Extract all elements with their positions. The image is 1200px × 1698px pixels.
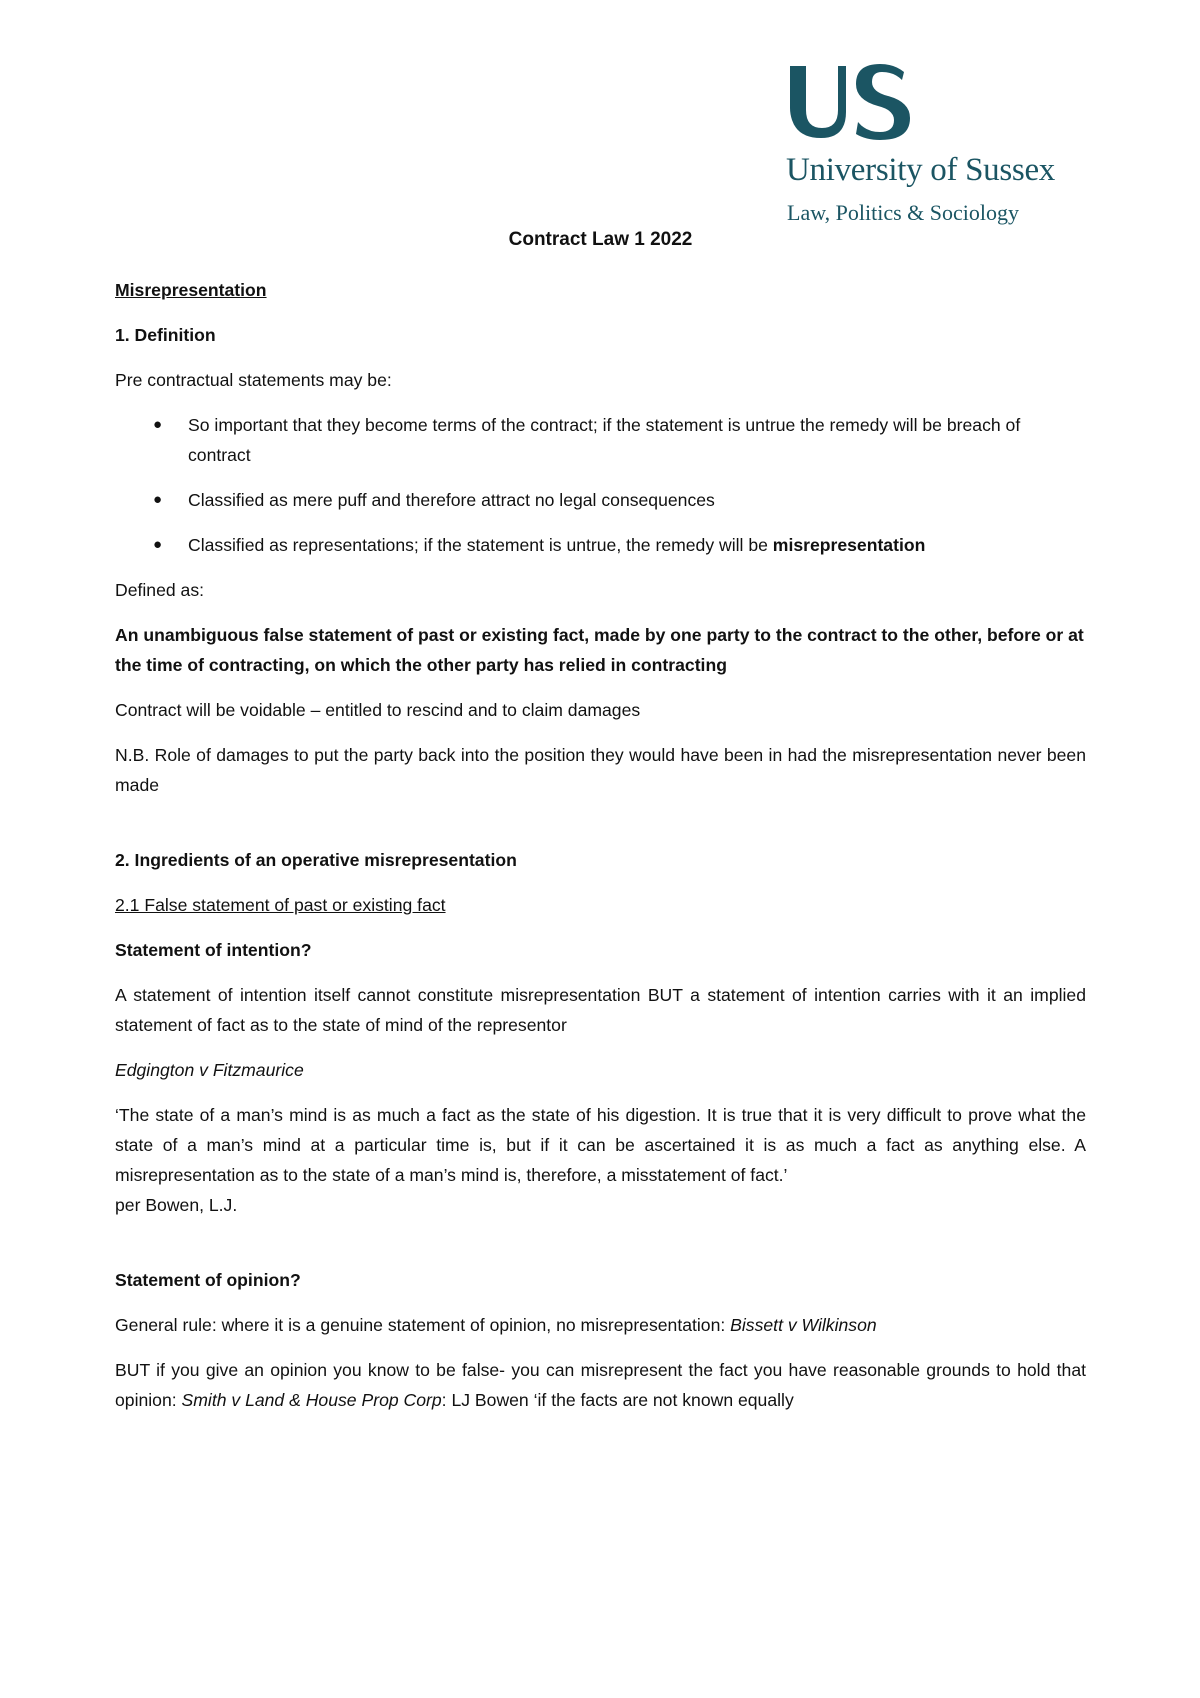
- case-name: Bissett v Wilkinson: [730, 1315, 877, 1335]
- us-logo-mark: [786, 60, 916, 145]
- list-item-text: So important that they become terms of the contract; if the statement is untrue the remedy will be breach of contract: [188, 415, 1021, 465]
- heading-definition: 1. Definition: [115, 325, 216, 345]
- quote-text: ‘The state of a man’s mind is as much a fact as the state of his digestion. It is true that it is very difficult to prove what the state of a man’s mind at a particular time is, but if it can be ascertained it is as much a fact as anything else. A misrepresentation as to the state of a man’s mind is, therefore, a misstatement of fact.’: [115, 1105, 1086, 1185]
- bullet-icon: ●: [153, 491, 163, 508]
- university-logo: [786, 60, 1116, 235]
- university-name: University of Sussex: [786, 152, 1055, 188]
- school-name: Law, Politics & Sociology: [787, 200, 1020, 225]
- list-item: [115, 485, 1086, 515]
- defined-as-label: Defined as:: [115, 580, 204, 600]
- quote-attribution: per Bowen, L.J.: [115, 1195, 238, 1215]
- list-item-bold: misrepresentation: [772, 535, 926, 555]
- nb-text: N.B. Role of damages to put the party back into the position they would have been in had the misrepresentation never been made: [115, 745, 1086, 795]
- opinion-rule: [115, 1310, 1086, 1340]
- bullet-icon: ●: [153, 536, 163, 553]
- case-name: Smith v Land & House Prop Corp: [181, 1390, 442, 1410]
- list-item: [115, 410, 1086, 470]
- definition-text: An unambiguous false statement of past or existing fact, made by one party to the contract to the other, before or at the time of contracting, on which the other party has relied in contracting: [115, 625, 1084, 675]
- but-text: BUT if you give an opinion you know to be false- you can misrepresent the fact you have reasonable grounds to hold that opinion:: [115, 1360, 1086, 1410]
- but-tail: : LJ Bowen ‘if the facts are not known equally: [441, 1390, 794, 1410]
- heading-intention: Statement of intention?: [115, 940, 312, 960]
- list-item-text: Classified as mere puff and therefore attract no legal consequences: [188, 490, 715, 510]
- statement-types-list: [115, 410, 1086, 560]
- bullet-icon: ●: [153, 416, 163, 433]
- voidable-text: Contract will be voidable – entitled to rescind and to claim damages: [115, 700, 641, 720]
- heading-ingredients: 2. Ingredients of an operative misrepresentation: [115, 850, 517, 870]
- intention-text: A statement of intention itself cannot constitute misrepresentation BUT a statement of intention carries with it an implied statement of fact as to the state of mind of the representor: [115, 985, 1086, 1035]
- opinion-rule-text: General rule: where it is a genuine statement of opinion, no misrepresentation:: [115, 1315, 731, 1335]
- document-title: Contract Law 1 2022: [508, 229, 693, 250]
- document-body: [115, 225, 1086, 1430]
- case-name: Edgington v Fitzmaurice: [115, 1060, 304, 1080]
- section-heading: Misrepresentation: [115, 280, 267, 300]
- definition-intro: Pre contractual statements may be:: [115, 370, 392, 390]
- subheading-false-statement: 2.1 False statement of past or existing fact: [115, 895, 446, 915]
- heading-opinion: Statement of opinion?: [115, 1270, 301, 1290]
- list-item-text: Classified as representations; if the statement is untrue, the remedy will be: [188, 535, 773, 555]
- but-paragraph: [115, 1355, 1086, 1415]
- list-item: [115, 530, 1086, 560]
